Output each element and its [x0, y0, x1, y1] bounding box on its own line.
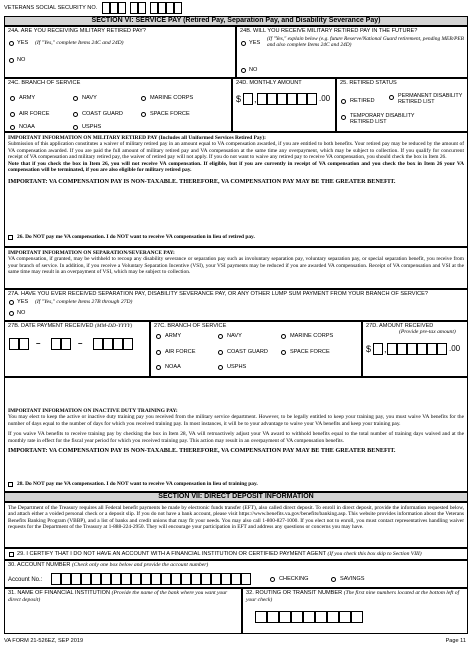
section-7-header: SECTION VII: DIRECT DEPOSIT INFORMATION [4, 492, 468, 502]
dollar-sign-2: $ [366, 344, 372, 354]
item-28-label: 28. Do NOT pay me VA compensation. I do NOT want to receive VA compensation in lieu of training pay. [17, 481, 258, 487]
branch2-noaa-label: NOAA [165, 364, 181, 370]
direct-deposit-body: The Department of the Treasury requires all Federal benefit payments be made by electronic funds transfer (EFT), also called direct deposit. To enroll in direct deposit, provide the information requested below, and attach either a voided personal check or a deposit slip. If you do not have a bank account, please visit https://www.benefits.va.gov/benefits/banking.asp. This website provides information about the Veterans Benefits Banking Program (VBBP), and a list of banks and credit unions that may fit your needs. You may also call 1-800-827-1000. If you elect not to enroll, you must contact representatives handling waiver requests for the Department of the Treasury at 1-888-224-2950. They will encourage your participation in EFT and address any questions or concerns you may have. [8, 505, 464, 531]
branch2-airforce-radio[interactable] [156, 350, 161, 355]
branch2-spaceforce-radio[interactable] [281, 350, 286, 355]
branch-spaceforce-label: SPACE FORCE [150, 111, 190, 117]
item-27a [4, 289, 468, 321]
item-29-label: 29. I CERTIFY THAT I DO NOT HAVE AN ACCOUNT WITH A FINANCIAL INSTITUTION OR CERTIFIED PAYMENT AGENT [17, 551, 326, 557]
item-27b-format: (MM-DD-YYYY) [94, 323, 133, 329]
pdrl-label: PERMANENT DISABILITY RETIRED LIST [398, 93, 463, 106]
item-27a-label: 27A. HAVE YOU EVER RECEIVED SEPARATION PAY, DISABILITY SEVERANCE PAY, OR ANY OTHER LUMP SUM PAYMENT FROM YOUR BRANCH OF SERVICE? [8, 291, 428, 297]
item-27b-label: 27B. DATE PAYMENT RECEIVED [8, 323, 94, 329]
item-24b-label: 24B. WILL YOU RECEIVE MILITARY RETIRED PAY IN THE FUTURE? [240, 28, 418, 34]
tdrl-radio[interactable] [341, 115, 346, 120]
item-27d: 27D. AMOUNT RECEIVED (Provide pre-tax amount) $ , .00 [362, 321, 468, 377]
checking-label: CHECKING [279, 576, 309, 582]
separation-pay-info [4, 247, 468, 289]
item-24a-no-radio[interactable] [9, 58, 14, 63]
item-29 [4, 548, 468, 560]
item-24a-yes-radio[interactable] [9, 41, 14, 46]
item-24a-no-label: NO [17, 57, 26, 63]
branch-coastguard-radio[interactable] [73, 112, 78, 117]
item-31 [4, 588, 242, 634]
branch-navy-radio[interactable] [73, 96, 78, 101]
item-24b-yes-label: YES [249, 40, 261, 46]
item-24a-yes-note: (If "Yes," complete Items 24C and 24D) [35, 40, 124, 46]
item-24c-label: 24C. BRANCH OF SERVICE [8, 80, 81, 86]
savings-radio[interactable] [331, 577, 336, 582]
checking-radio[interactable] [270, 577, 275, 582]
savings-label: SAVINGS [340, 576, 365, 582]
training-body-1: You may elect to keep the active or inactive duty training pay you received from the military service department. However, to be legally entitled to keep your training pay, you must waive VA benefits for the number of days equal to the number of days for which you received training pay. In most instances, it will be to your advantage to waive your VA benefits and keep your training pay. [8, 414, 464, 427]
separation-body: VA compensation, if granted, may be withheld to recoup any disability severance or separation pay such as involuntary separation pay, voluntary separation pay, or special separation benefit, you receive from your branch of service. In addition, if you receive a Voluntary Separation Incentive (VSI), your VSI payments may be reduced if you are awarded VA compensation. Receipt of VA compensation and VSI at the same time may result in an overpayment of VSI, which may be subject to collection. [8, 256, 464, 276]
branch-usphs-radio[interactable] [73, 125, 78, 130]
ssn-label: VETERANS SOCIAL SECURITY NO. [4, 5, 98, 11]
retired-label: RETIRED [350, 98, 375, 104]
branch2-coastguard-radio[interactable] [218, 350, 223, 355]
branch-usphs-label: USPHS [82, 124, 102, 130]
training-heading: IMPORTANT INFORMATION ON INACTIVE DUTY TRAINING PAY: [8, 408, 178, 414]
branch2-coastguard-label: COAST GUARD [227, 349, 268, 355]
retired-radio[interactable] [341, 99, 346, 104]
branch2-spaceforce-label: SPACE FORCE [290, 349, 330, 355]
training-nontax: IMPORTANT: VA COMPENSATION PAY IS NON-TAXABLE. THEREFORE, VA COMPENSATION PAY MAY BE THE GREATER BENEFIT. [8, 447, 396, 455]
branch2-usphs-radio[interactable] [218, 365, 223, 370]
section-6-header: SECTION VI: SERVICE PAY (Retired Pay, Separation Pay, and Disability Severance Pay) [4, 16, 468, 26]
pdrl-radio[interactable] [389, 95, 394, 100]
branch-army-label: ARMY [19, 95, 36, 101]
retired-pay-body: Submission of this application constitutes a waiver of military retired pay in an amount equal to VA compensation awarded, if you are entitled to both benefits. Your retired pay may be reduced by the amount of VA compensation awarded. If you are paid the full amount of military retired pay and VA compensation at the same time any overpayment, which may be subject to collection. If you qualify for concurrent receipt of VA compensation and military retired pay, the waiver of retired pay will not apply. If you do not want to waive any retired pay to receive VA compensation, you should check the box in Item 26. [8, 141, 464, 161]
monthly-amount-cents: .00 [319, 94, 331, 103]
item-32-label: 32. ROUTING OR TRANSIT NUMBER [246, 590, 343, 596]
item-27d-note: (Provide pre-tax amount) [399, 329, 456, 335]
item-27a-yes-radio[interactable] [9, 300, 14, 305]
item-24b-no-radio[interactable] [241, 68, 246, 73]
branch-marine-radio[interactable] [141, 96, 146, 101]
branch2-marine-radio[interactable] [281, 334, 286, 339]
branch-airforce-label: AIR FORCE [19, 111, 50, 117]
retired-pay-heading: IMPORTANT INFORMATION ON MILITARY RETIRED PAY (Includes all Uniformed Services Retired Pay): [8, 135, 266, 141]
item-32 [242, 588, 468, 634]
separation-heading: IMPORTANT INFORMATION ON SEPARATION/SEVERANCE PAY: [8, 250, 175, 256]
item-28-checkbox[interactable] [8, 482, 13, 487]
training-pay-info [4, 377, 468, 492]
item-29-note: (If you check this box skip to Section VIII) [327, 551, 422, 557]
item-27a-no-label: NO [17, 310, 26, 316]
branch2-army-radio[interactable] [156, 334, 161, 339]
item-24b-yes-note: (If "Yes," explain below (e.g. future Reserve/National Guard retirement, pending MEB/PEB and also complete Items 24C and 24D) [267, 36, 464, 49]
item-27c-label: 27C. BRANCH OF SERVICE [154, 323, 227, 329]
branch-noaa-label: NOAA [19, 124, 35, 130]
item-31-label: 31. NAME OF FINANCIAL INSTITUTION [8, 590, 111, 596]
tdrl-label: TEMPORARY DISABILITY RETIRED LIST [350, 113, 415, 126]
item-27d-label: 27D. AMOUNT RECEIVED [366, 323, 434, 329]
item-30-note: (Check only one box below and provide the account number) [71, 562, 209, 568]
branch-coastguard-label: COAST GUARD [82, 111, 123, 117]
item-25-label: 25. RETIRED STATUS [340, 80, 397, 86]
training-body-2: If you waive VA benefits to receive training pay by checking the box in Item 28, VA will retroactively adjust your VA award to withhold benefits equal to the total number of training days waived and at the monthly rate in effect for the fiscal year period for which you received training pay. This action may result in an overpayment of VA compensation benefits. [8, 431, 464, 444]
item-26-checkbox[interactable] [8, 235, 13, 240]
retired-pay-nontax: IMPORTANT: VA COMPENSATION PAY IS NON-TAXABLE. THEREFORE, VA COMPENSATION PAY MAY BE THE GREATER BENEFIT. [8, 178, 396, 186]
account-no-label: Account No.: [8, 577, 43, 583]
branch2-usphs-label: USPHS [227, 364, 247, 370]
amount-received-cents: .00 [449, 344, 461, 353]
item-30-label: 30. ACCOUNT NUMBER [8, 562, 71, 568]
retired-pay-note: Note that if you check the box in Item 26, you will not receive VA compensation. If eligible, but if you are currently in receipt of VA compensation and you check the box in Item 26 your VA compensation will be terminated, if you are also eligible for military retired pay. [8, 160, 464, 174]
branch-airforce-radio[interactable] [10, 112, 15, 117]
item-32-note: (The first nine numbers located at the bottom left of your check) [246, 590, 460, 603]
item-27a-no-radio[interactable] [9, 311, 14, 316]
item-31-note: (Provide the name of the bank where you want your direct deposit) [8, 590, 228, 603]
item-30 [4, 560, 468, 588]
item-24b [236, 26, 468, 78]
branch2-noaa-radio[interactable] [156, 365, 161, 370]
branch-marine-label: MARINE CORPS [150, 95, 194, 101]
form-page [4, 2, 468, 642]
item-24d-label: 24D. MONTHLY AMOUNT [236, 80, 302, 86]
item-24a [4, 26, 236, 78]
item-24d: 24D. MONTHLY AMOUNT $ , .00 [232, 78, 336, 132]
branch-army-radio[interactable] [10, 96, 15, 101]
dollar-sign: $ [236, 94, 242, 104]
page-number: Page 11 [445, 638, 466, 644]
retired-pay-info [4, 132, 468, 247]
branch2-navy-radio[interactable] [218, 334, 223, 339]
item-27a-yes-label: YES [17, 299, 29, 305]
branch-navy-label: NAVY [82, 95, 97, 101]
branch2-navy-label: NAVY [227, 333, 242, 339]
item-24a-yes-label: YES [17, 40, 29, 46]
item-27c [150, 321, 362, 377]
item-24c [4, 78, 232, 132]
branch-spaceforce-radio[interactable] [141, 112, 146, 117]
item-26-label: 26. Do NOT pay me VA compensation. I do NOT want to receive VA compensation in lieu of retired pay. [17, 234, 255, 240]
item-29-checkbox[interactable] [9, 552, 14, 557]
item-24b-no-label: NO [249, 67, 258, 73]
item-24b-yes-radio[interactable] [241, 41, 246, 46]
branch2-airforce-label: AIR FORCE [165, 349, 196, 355]
branch-noaa-radio[interactable] [10, 125, 15, 130]
branch2-marine-label: MARINE CORPS [290, 333, 334, 339]
bank-name-input[interactable] [8, 606, 238, 632]
form-id: VA FORM 21-526EZ, SEP 2019 [4, 638, 84, 644]
item-27a-yes-note: (If "Yes," complete Items 27B through 27D) [35, 299, 133, 305]
branch2-army-label: ARMY [165, 333, 182, 339]
item-27b: 27B. DATE PAYMENT RECEIVED (MM-DD-YYYY) – – [4, 321, 150, 377]
item-24a-label: 24A. ARE YOU RECEIVING MILITARY RETIRED PAY? [8, 28, 147, 34]
item-25 [336, 78, 468, 132]
direct-deposit-info [4, 502, 468, 548]
